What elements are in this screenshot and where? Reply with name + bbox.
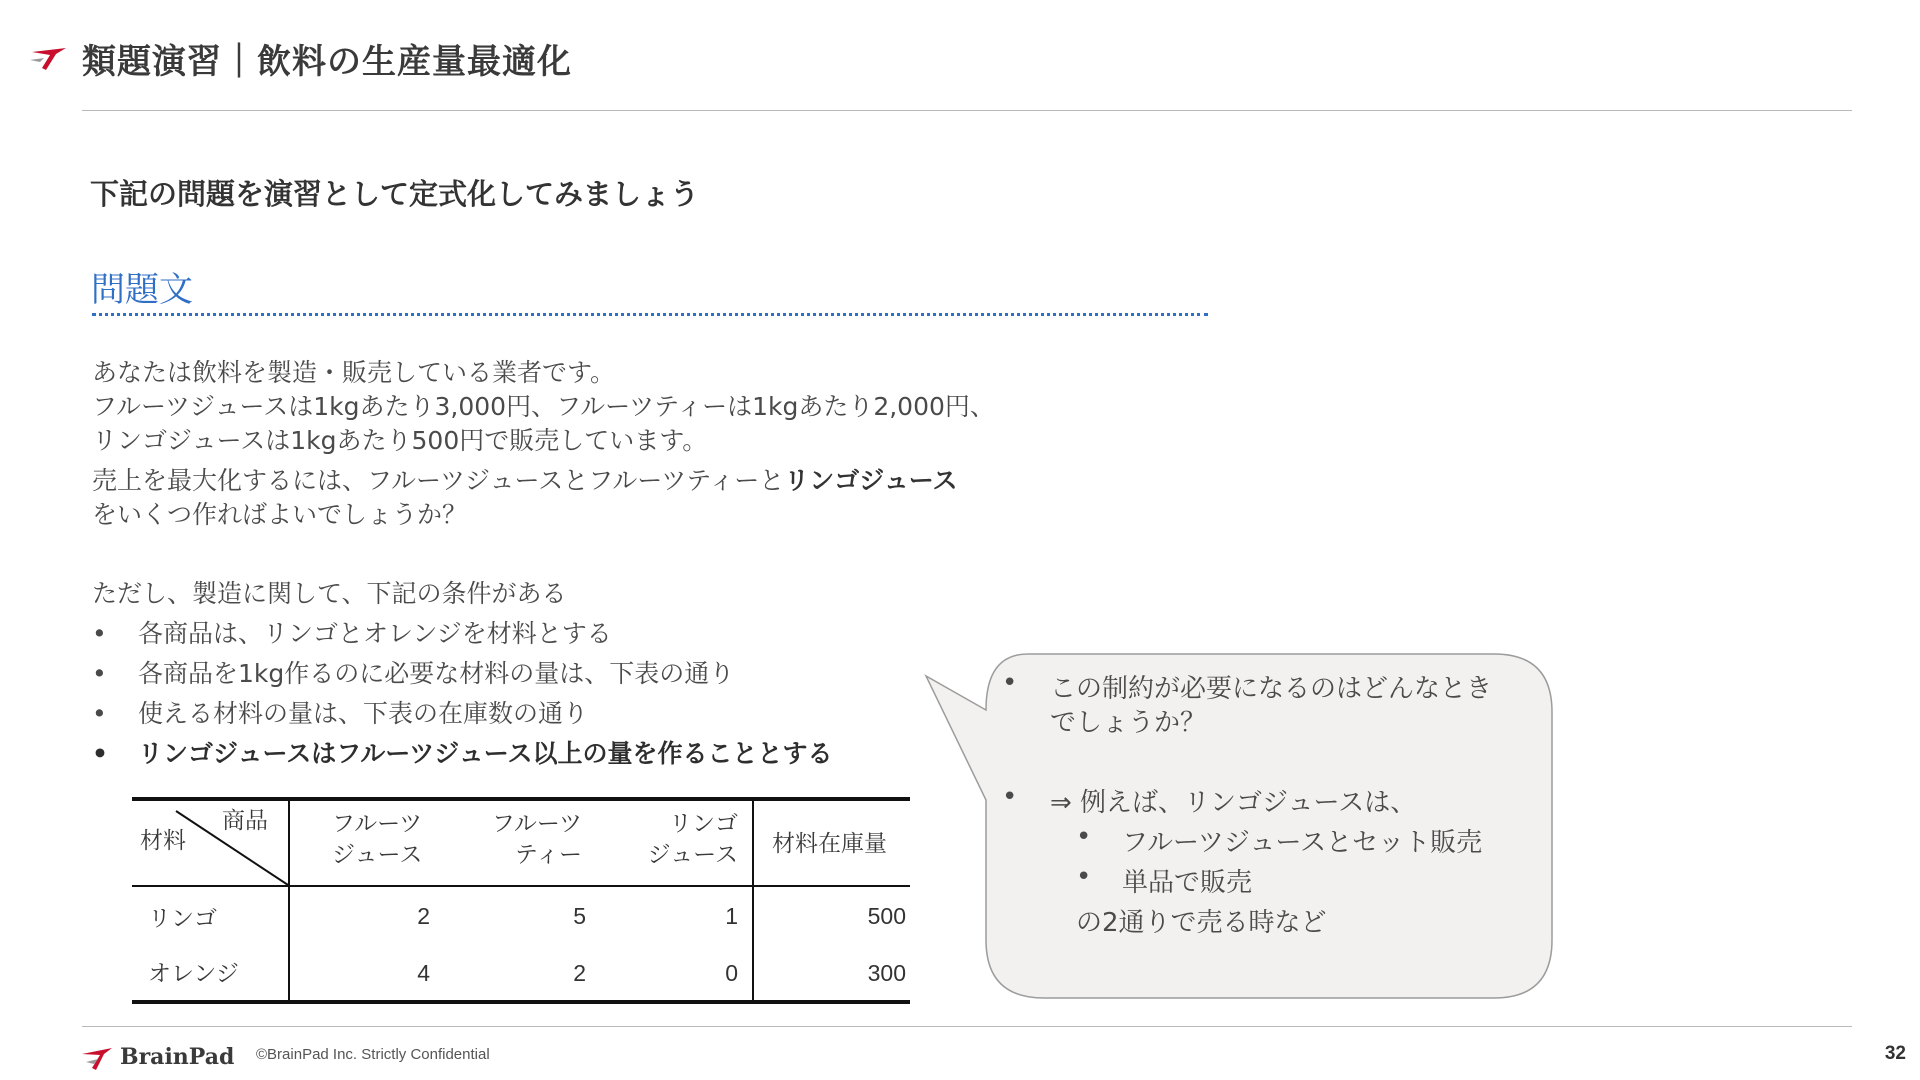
condition-item (92, 694, 833, 734)
footer-copyright: ©BrainPad Inc. Strictly Confidential (256, 1046, 490, 1063)
problem-line: フルーツジュースは1kgあたり3,000円、フルーツティーは1kgあたり2,000円、 (92, 392, 995, 421)
problem-emphasis: リンゴジュース (784, 466, 958, 495)
table-cell: 2 (417, 903, 430, 929)
column-header-line: フルーツ (332, 811, 423, 837)
callout-question: この制約が必要になるのはどんなとき (1050, 674, 1493, 704)
condition-item (92, 614, 833, 654)
bullet-icon: • (1076, 822, 1092, 852)
bullet-icon: • (92, 659, 107, 688)
problem-line: をいくつ作ればよいでしょうか？ (92, 500, 468, 529)
column-header-line: フルーツ (491, 811, 582, 837)
problem-statement (92, 356, 995, 532)
problem-line (92, 464, 995, 498)
row-material-label: オレンジ (148, 961, 239, 987)
table-bottom-rule (132, 1000, 910, 1004)
callout-tail: の2通りで売る時など (1076, 908, 1327, 938)
condition-item (92, 654, 833, 694)
problem-line: あなたは飲料を製造・販売している業者です。 (92, 358, 616, 387)
condition-text: 使える材料の量は、下表の在庫数の通り (138, 699, 589, 728)
conditions-title: ただし、製造に関して、下記の条件がある (92, 579, 567, 608)
corner-header-product: 商品 (222, 808, 268, 834)
title-divider (82, 110, 1852, 111)
row-material-label: リンゴ (148, 906, 217, 932)
table-cell: 1 (725, 903, 738, 929)
callout-sub-item: フルーツジュースとセット販売 (1122, 828, 1483, 858)
column-header (632, 809, 738, 871)
table-header-rule (132, 885, 910, 887)
bullet-icon: • (92, 699, 107, 728)
table-cell: 2 (573, 960, 586, 986)
column-header-line: リンゴ (669, 811, 738, 837)
bullet-icon: • (1002, 782, 1018, 812)
condition-text: リンゴジュースはフルーツジュース以上の量を作ることとする (138, 739, 833, 768)
callout-question: でしょうか？ (1050, 708, 1207, 738)
brand-mark-icon (30, 46, 66, 72)
corner-header-material: 材料 (140, 828, 186, 854)
callout-answer: ⇒ 例えば、リンゴジュースは、 (1050, 788, 1417, 818)
condition-text: 各商品は、リンゴとオレンジを材料とする (138, 619, 612, 648)
bullet-icon: • (92, 619, 107, 648)
footer-divider (82, 1026, 1852, 1027)
materials-table (132, 797, 910, 1004)
logo-text: BrainPad (120, 1044, 235, 1070)
bullet-icon: • (92, 739, 108, 768)
section-label: 問題文 (91, 270, 193, 310)
column-header (332, 809, 422, 871)
brainpad-logo (82, 1040, 244, 1072)
problem-line: リンゴジュースは1kgあたり500円で販売しています。 (92, 426, 708, 455)
column-header-line: ジュース (332, 842, 423, 868)
bullet-icon: • (1002, 668, 1018, 698)
condition-item (92, 734, 833, 774)
problem-line-text: 売上を最大化するには、フルーツジュースとフルーツティーと (92, 466, 785, 495)
table-cell: 5 (573, 903, 586, 929)
conditions-list (92, 614, 833, 774)
table-cell-stock: 300 (867, 960, 906, 986)
section-dotted-divider (92, 313, 1208, 316)
callout-sub-item: 単品で販売 (1122, 868, 1253, 898)
column-header (488, 809, 582, 871)
table-column-divider (752, 799, 754, 1000)
table-cell-stock: 500 (867, 903, 906, 929)
column-header-line: ジュース (647, 842, 738, 868)
stock-header: 材料在庫量 (772, 831, 887, 857)
table-cell: 0 (725, 960, 738, 986)
bullet-icon: • (1076, 862, 1092, 892)
instruction-heading: 下記の問題を演習として定式化してみましょう (90, 177, 700, 211)
table-column-divider (288, 799, 290, 1000)
table-cell: 4 (417, 960, 430, 986)
slide-title: 類題演習｜飲料の生産量最適化 (82, 42, 572, 82)
column-header-line: ティー (514, 842, 582, 868)
condition-text: 各商品を1kg作るのに必要な材料の量は、下表の通り (138, 659, 735, 688)
page-number: 32 (1884, 1043, 1906, 1064)
